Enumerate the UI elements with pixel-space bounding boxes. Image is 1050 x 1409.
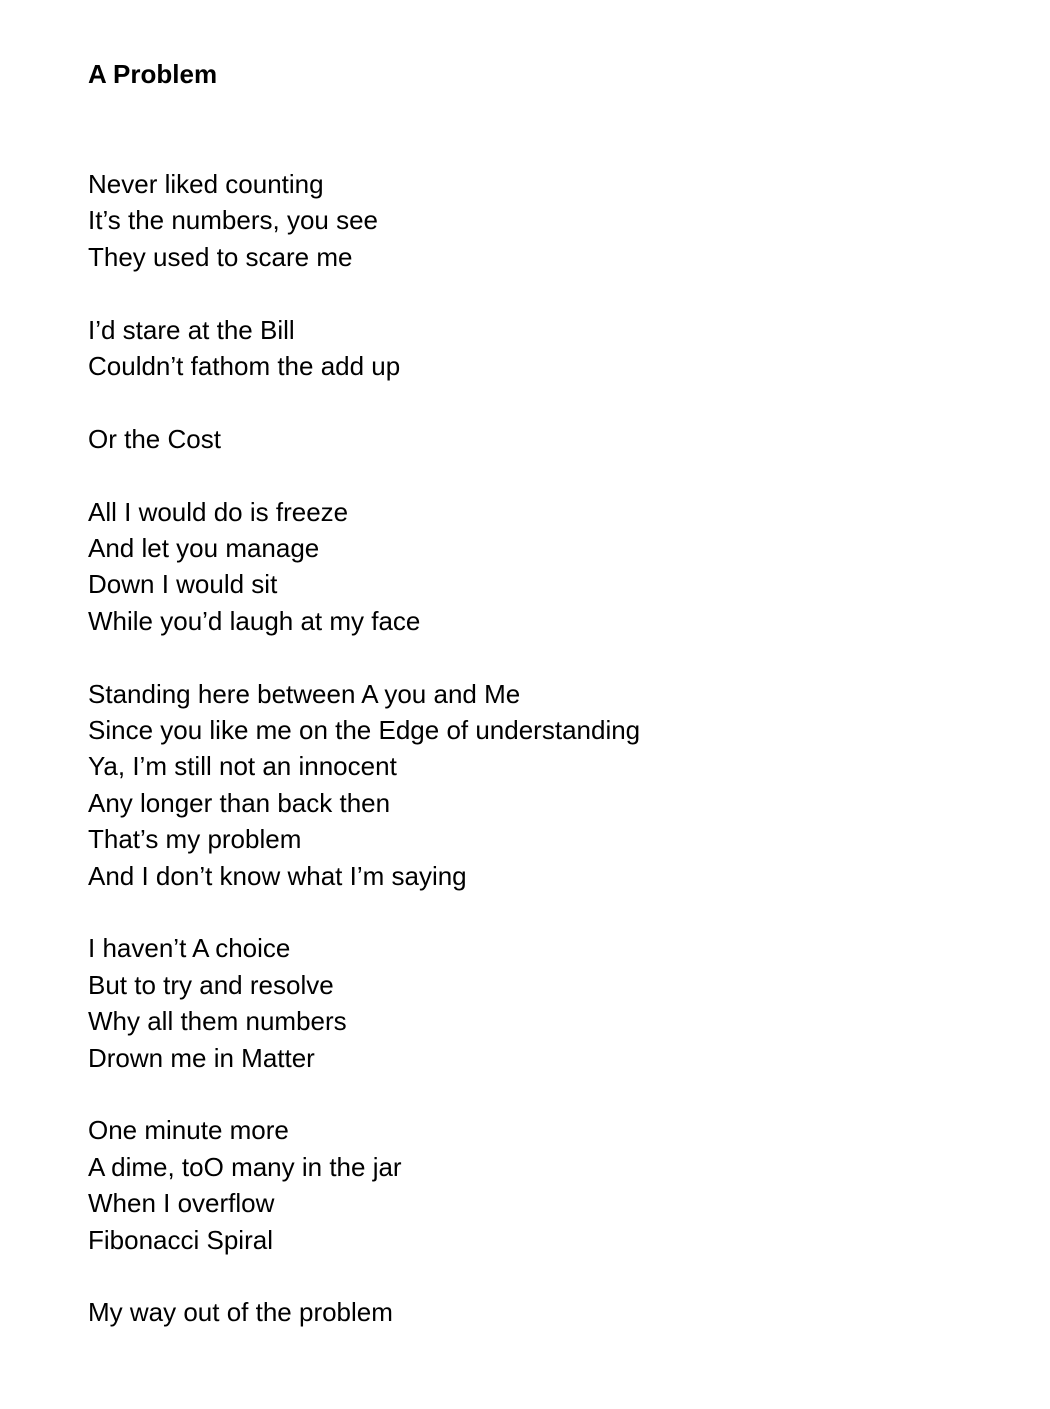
poem-line: While you’d laugh at my face <box>88 605 421 636</box>
stanza <box>88 421 640 457</box>
poem-line: Or the Cost <box>88 423 221 454</box>
poem-line: Never liked counting <box>88 169 324 199</box>
poem-line: Fibonacci Spiral <box>88 1224 273 1255</box>
poem-line: Down I would sit <box>88 569 278 600</box>
poem-line: Standing here between A you and Me <box>88 678 521 709</box>
poem-line: Since you like me on the Edge of understanding <box>88 715 641 746</box>
stanza <box>88 166 640 275</box>
stanza <box>88 494 640 640</box>
poem-line: A dime, toO many in the jar <box>88 1151 402 1182</box>
poem-line: Any longer than back then <box>88 787 391 818</box>
poem-line: They used to scare me <box>88 241 353 272</box>
poem-line: That’s my problem <box>88 824 302 855</box>
poem-line: One minute more <box>88 1115 289 1146</box>
poem-body <box>88 166 640 1367</box>
stanza <box>88 1112 640 1258</box>
poem-line: Drown me in Matter <box>88 1042 315 1073</box>
poem-line: When I overflow <box>88 1188 275 1219</box>
poem-title: A Problem <box>88 59 218 89</box>
poem-line: And let you manage <box>88 533 320 564</box>
stanza <box>88 676 640 894</box>
poem-line: It’s the numbers, you see <box>88 205 379 236</box>
poem-line: And I don’t know what I’m saying <box>88 860 467 891</box>
poem-line: All I would do is freeze <box>88 496 349 527</box>
poem-line: My way out of the problem <box>88 1297 393 1328</box>
poem-line: But to try and resolve <box>88 969 334 1000</box>
poem-line: I haven’t A choice <box>88 933 291 964</box>
stanza <box>88 312 640 385</box>
stanza <box>88 1294 640 1330</box>
stanza <box>88 930 640 1076</box>
poem-line: I’d stare at the Bill <box>88 314 295 345</box>
poem-line: Ya, I’m still not an innocent <box>88 751 397 782</box>
poem-line: Why all them numbers <box>88 1006 347 1037</box>
poem-line: Couldn’t fathom the add up <box>88 351 401 382</box>
